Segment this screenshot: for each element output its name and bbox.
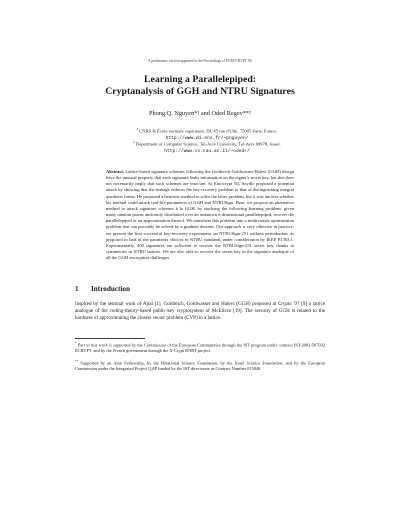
affiliation-url[interactable]: http://www.di.ens.fr/~pnguyen/: [165, 135, 249, 141]
abstract-label: Abstract.: [106, 169, 125, 174]
footnote-marker: **: [75, 359, 79, 363]
section-number: 1: [75, 285, 79, 293]
affiliation-marker: 1: [136, 127, 139, 131]
affiliation-2: [92, 139, 322, 155]
section-title: Introduction: [91, 285, 131, 293]
title-line-2: Cryptanalysis of GGH and NTRU Signatures: [105, 86, 295, 97]
section-heading: [75, 285, 130, 293]
footnote-rule: [75, 338, 145, 339]
footnote-text: Supported by an Alon Fellowship, by the Binational Science Foundation, by the Israel Science Foundation, and by the European Commission under the Integrated Project QAP funded by the IST directorate as Contract Number 015848.: [75, 360, 325, 372]
affiliation-marker: 2: [133, 140, 135, 144]
affiliation-text: CNRS & École normale supérieure, DI, 45 rue d'Ulm, 75005 Paris, France.: [139, 128, 278, 134]
footnote-1: [75, 340, 325, 354]
affiliation-url[interactable]: http://www.cs.tau.ac.il/~odedr/: [164, 148, 250, 154]
intro-paragraph: Inspired by the seminal work of Ajtai [1], Goldreich, Goldwasser and Halevi (GGH) proposed at Crypto '97 [9] a lattice analogue of the coding-theory-based public-key cryptosystem of McEliece [19]. The security of GGH is related to the hardness of approximating the closest vector problem (CVP) in a lattice.: [75, 301, 325, 321]
title-line-1: Learning a Parallelepiped:: [143, 74, 257, 85]
abstract-text: Lattice-based signature schemes following the Goldreich-Goldwasser-Halevi (GGH) design have the unusual property that each signature leaks information on the signer's secret key, but this does not necessarily imply that such schemes are insecure. At Eurocrypt '03, Szydlo proposed a potential attack by showing that the leakage reduces the key-recovery problem to that of distinguishing integral quadratic forms. He proposed a heuristic method to solve the latter problem, but it was unclear whether his method could attack real-life parameters of GGH and NTRUSign. Here, we propose an alternative method to attack signature schemes à la GGH, by studying the following learning problem: given many random points uniformly distributed over an unknown n-dimensional parallelepiped, recover the parallelepiped or an approximation thereof. We transform this problem into a multivariate optimization problem that can provably be solved by a gradient descent. Our approach is very effective in practice: we present the first successful key-recovery experiments on NTRUSign-251 without perturbation, as proposed in half of the parameter choices in NTRU standards under consideration by IEEE P1363.1. Experimentally, 400 signatures are sufficient to recover the NTRUSign-251 secret key, thanks to symmetries in NTRU lattices. We are also able to recover the secret key in the signature analogue of all the GGH encryption challenges.: [106, 169, 294, 261]
footnote-2: [75, 358, 325, 372]
publication-note: A preliminary version appeared in the Proceedings of EUROCRYPT '06: [148, 59, 252, 63]
paper-title: [0, 74, 400, 98]
author-list: Phong Q. Nguyen*¹ and Oded Regev**²: [148, 110, 252, 117]
footnote-marker: *: [75, 341, 77, 345]
abstract: [106, 169, 294, 261]
footnote-text: Part of this work is supported by the Commission of the European Communities through the IST program under contract IST-2002-507932 ECRYPT, and by the French government through the X-Crypt RNRT project.: [75, 342, 325, 354]
affiliation-text: Department of Computer Science, Tel-Aviv University, Tel-Aviv 69978, Israel.: [135, 141, 281, 147]
